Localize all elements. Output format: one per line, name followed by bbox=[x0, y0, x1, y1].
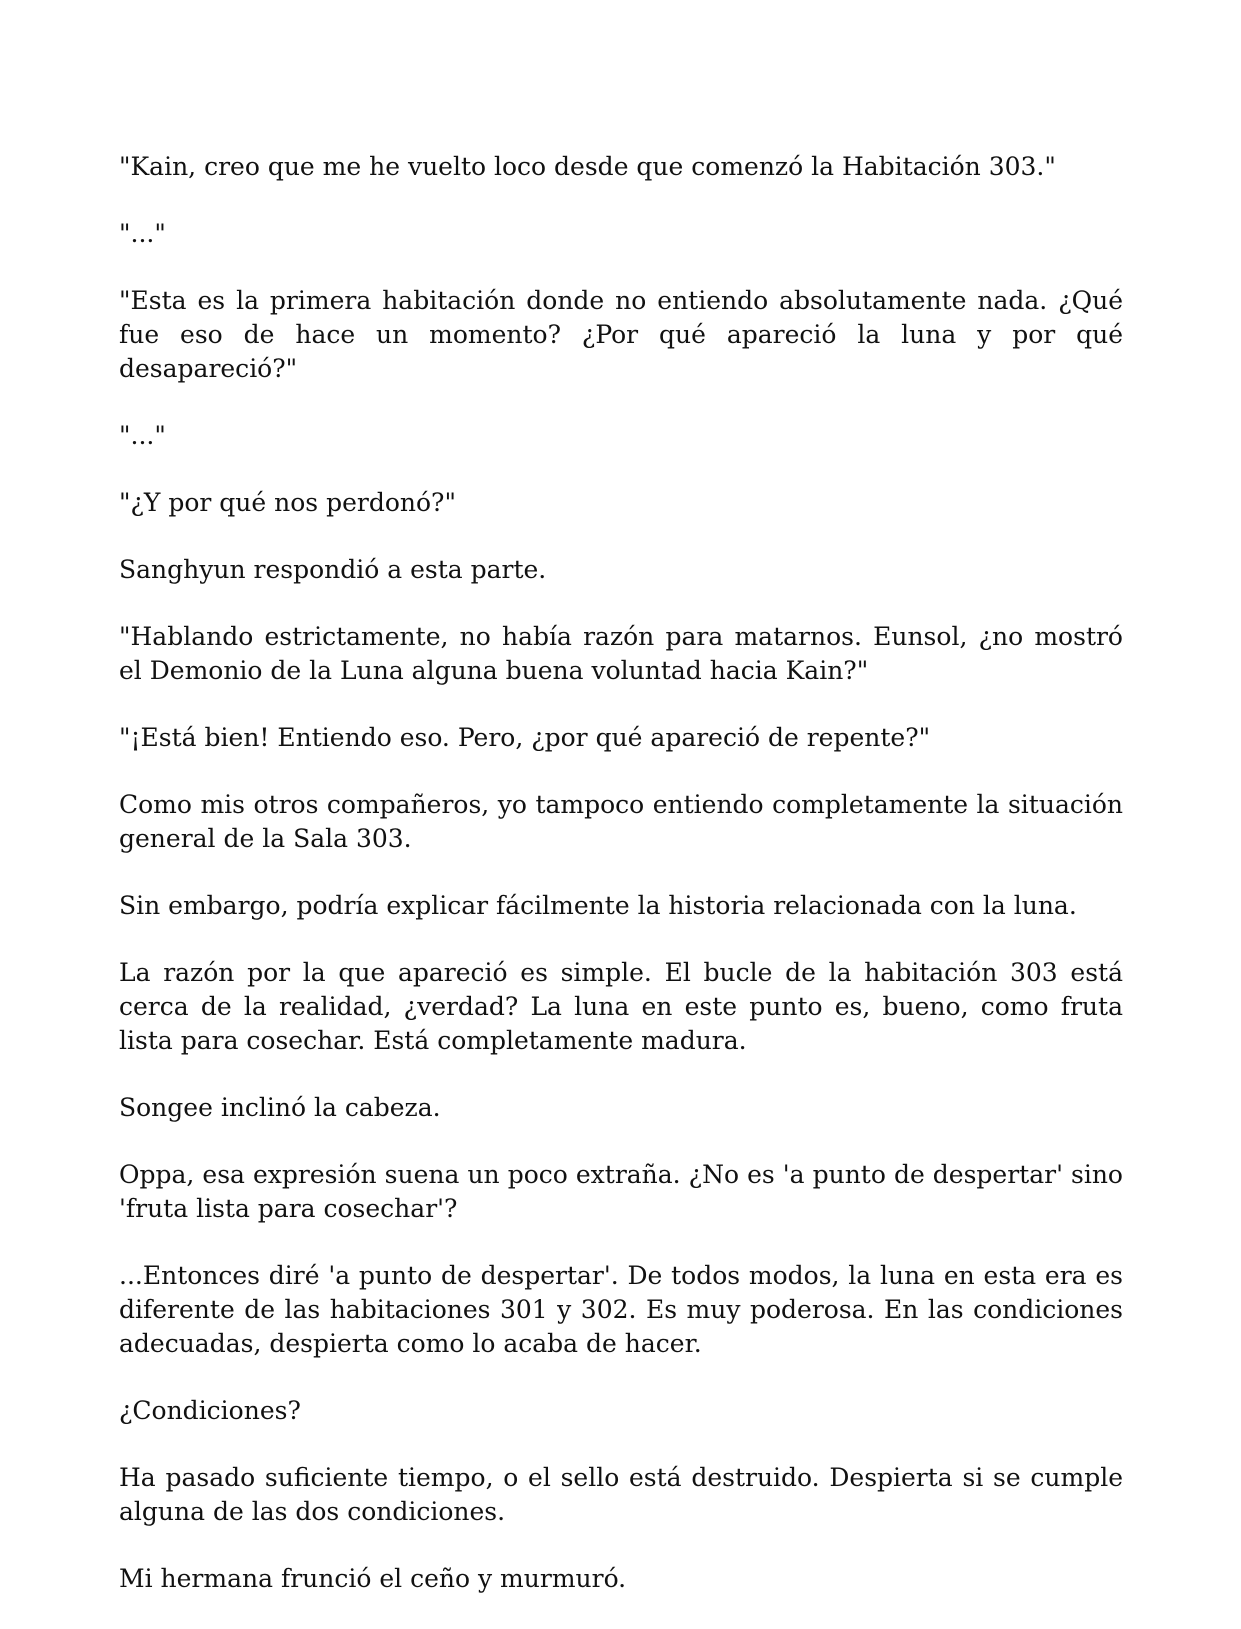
paragraph: Como mis otros compañeros, yo tampoco entiendo completamente la situación general de la Sala 303. bbox=[119, 790, 1123, 853]
paragraph: Mi hermana frunció el ceño y murmuró. bbox=[119, 1564, 627, 1593]
paragraph: "..." bbox=[119, 421, 166, 450]
paragraph: La razón por la que apareció es simple. El bucle de la habitación 303 está cerca de la realidad, ¿verdad? La luna en este punto es, bueno, como fruta lista para cosechar. Está completamente madura. bbox=[119, 958, 1123, 1055]
paragraph: "..." bbox=[119, 219, 166, 248]
paragraph: Sanghyun respondió a esta parte. bbox=[119, 555, 547, 584]
paragraph: ...Entonces diré 'a punto de despertar'. De todos modos, la luna en esta era es diferente de las habitaciones 301 y 302. Es muy poderosa. En las condiciones adecuadas, despierta como lo acaba de hacer. bbox=[119, 1261, 1123, 1358]
paragraph: Ha pasado suficiente tiempo, o el sello está destruido. Despierta si se cumple alguna de las dos condiciones. bbox=[119, 1463, 1123, 1526]
document-body bbox=[119, 150, 1123, 1629]
paragraph: "¡Está bien! Entiendo eso. Pero, ¿por qué apareció de repente?" bbox=[119, 723, 931, 752]
paragraph: ¿Condiciones? bbox=[119, 1396, 301, 1425]
paragraph: Oppa, esa expresión suena un poco extraña. ¿No es 'a punto de despertar' sino 'fruta lista para cosechar'? bbox=[119, 1160, 1123, 1223]
paragraph: Sin embargo, podría explicar fácilmente la historia relacionada con la luna. bbox=[119, 891, 1077, 920]
paragraph: "¿Y por qué nos perdonó?" bbox=[119, 488, 456, 517]
paragraph: Songee inclinó la cabeza. bbox=[119, 1093, 441, 1122]
paragraph: "Esta es la primera habitación donde no entiendo absolutamente nada. ¿Qué fue eso de hace un momento? ¿Por qué apareció la luna y por qué desapareció?" bbox=[119, 286, 1123, 383]
paragraph: "Hablando estrictamente, no había razón para matarnos. Eunsol, ¿no mostró el Demonio de la Luna alguna buena voluntad hacia Kain?" bbox=[119, 622, 1123, 685]
paragraph: "Kain, creo que me he vuelto loco desde que comenzó la Habitación 303." bbox=[119, 152, 1056, 181]
